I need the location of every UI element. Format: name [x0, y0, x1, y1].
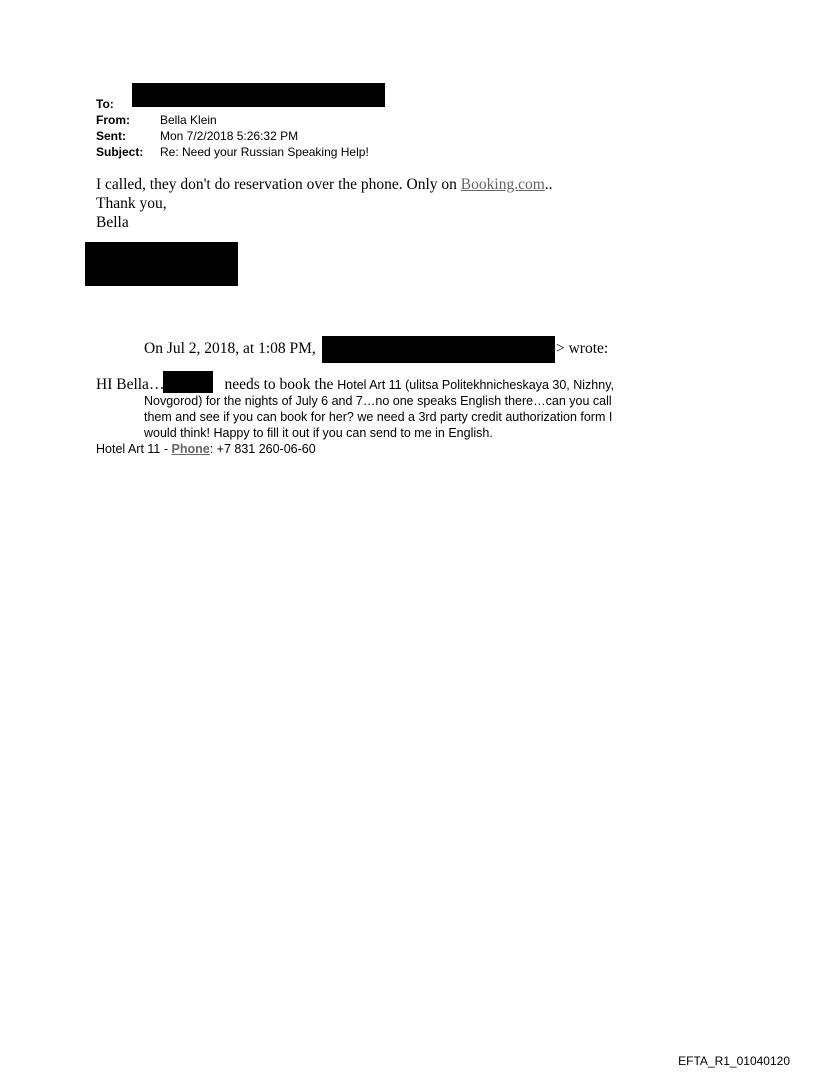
hotel-prefix: Hotel Art 11 - — [96, 442, 172, 456]
quoted-line-3: them and see if you can book for her? we need a 3rd party credit authorization form I — [144, 410, 613, 424]
reply-line-1-prefix: I called, they don't do reservation over the phone. Only on — [96, 176, 461, 193]
subject-label: Subject: — [96, 145, 144, 159]
from-label: From: — [96, 113, 130, 127]
quoted-line-1-mid: needs to book the — [224, 376, 338, 393]
quoted-greeting: HI Bella… — [96, 376, 165, 393]
quoted-header-prefix: On Jul 2, 2018, at 1:08 PM, — [144, 340, 316, 357]
redaction-signature — [85, 242, 238, 286]
quoted-line-2: Novgorod) for the nights of July 6 and 7…no one speaks English there…can you call — [144, 394, 612, 408]
phone-link[interactable]: Phone — [171, 442, 210, 456]
booking-link[interactable]: Booking.com — [460, 176, 545, 193]
hotel-phone-line — [96, 441, 696, 457]
quoted-header-suffix: > wrote: — [556, 340, 609, 357]
from-row — [96, 112, 369, 128]
email-header — [96, 96, 369, 160]
reply-line-1-suffix: .. — [544, 176, 553, 193]
subject-row — [96, 144, 369, 160]
quoted-line-1-rest: Hotel Art 11 (ulitsa Politekhnicheskaya 30, Nizhny, — [337, 378, 615, 392]
phone-value: : +7 831 260-06-60 — [209, 442, 316, 456]
quoted-line-4: would think! Happy to fill it out if you can send to me in English. — [144, 426, 493, 440]
reply-line-3: Bella — [96, 214, 129, 231]
quoted-line-1 — [96, 377, 696, 393]
quoted-message — [96, 377, 696, 457]
reply-line-1 — [96, 175, 553, 194]
sent-value: Mon 7/2/2018 5:26:32 PM — [160, 129, 299, 143]
reply-body — [96, 175, 553, 232]
from-value: Bella Klein — [160, 113, 217, 127]
sent-row — [96, 128, 369, 144]
reply-line-2: Thank you, — [96, 195, 167, 212]
redaction-sender — [322, 336, 555, 363]
sent-label: Sent: — [96, 129, 126, 143]
subject-value: Re: Need your Russian Speaking Help! — [160, 145, 369, 159]
doc-id: EFTA_R1_01040120 — [678, 1054, 790, 1068]
to-row — [96, 96, 369, 112]
to-label: To: — [96, 97, 114, 111]
